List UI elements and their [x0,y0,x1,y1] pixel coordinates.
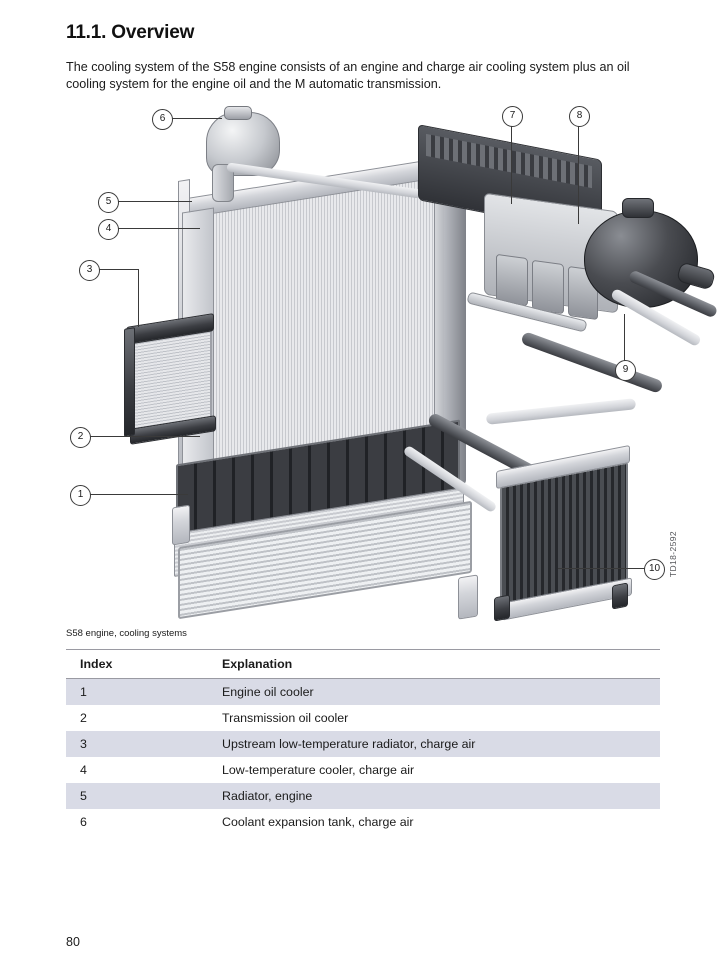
intake-port-1 [496,253,528,305]
leader-line-6 [170,118,222,119]
callout-2[interactable]: 2 [70,427,91,448]
cell-explanation: Upstream low-temperature radiator, charge air [208,731,660,757]
callout-4[interactable]: 4 [98,219,119,240]
leader-line-2 [88,436,200,437]
page-number: 80 [66,935,80,949]
cell-index: 5 [66,783,208,809]
table-row [66,757,660,783]
engine-oil-cooler-end-right [458,574,478,619]
leader-line-3 [98,269,138,270]
figure-code: TD18-2592 [668,531,678,578]
figure-caption: S58 engine, cooling systems [66,627,187,639]
callout-1[interactable]: 1 [70,485,91,506]
leader-line-4 [116,228,200,229]
cooling-system-figure [66,106,678,626]
cell-index: 4 [80,762,87,777]
callout-9[interactable]: 9 [615,360,636,381]
right-oil-cooler-mount-left [494,594,510,621]
callout-10[interactable]: 10 [644,559,665,580]
intro-paragraph: The cooling system of the S58 engine consists of an engine and charge air cooling system plus an oil cooling system for the engine oil and the M automatic transmission. [66,60,630,91]
cell-explanation: Transmission oil cooler [222,710,349,725]
table-row [66,678,660,705]
coolant-hose-long-curve [520,331,664,394]
callout-3[interactable]: 3 [79,260,100,281]
cell-index: 3 [66,731,208,757]
coolant-hose-mid [486,398,636,425]
upstream-lt-radiator-bracket [124,327,135,437]
table-row [66,783,660,809]
figure-illustration [66,106,678,626]
table-row [66,731,660,757]
expansion-tank-cap [224,106,252,120]
cell-index: 1 [66,678,208,705]
leader-line-8-stem [578,124,579,224]
leader-line-5 [116,201,192,202]
leader-line-7-stem [511,124,512,204]
table-row [66,809,660,835]
right-oil-cooler-mount-right [612,582,628,609]
leader-line-3-stem [138,269,139,327]
cell-index: 6 [80,814,87,829]
callout-7[interactable]: 7 [502,106,523,127]
document-page [0,22,726,979]
callout-6[interactable]: 6 [152,109,173,130]
page-title: 11.1. Overview [66,22,195,43]
cell-index: 2 [80,710,87,725]
callout-8[interactable]: 8 [569,106,590,127]
cell-explanation: Radiator, engine [208,783,660,809]
engine-expansion-tank-cap [622,198,654,218]
leader-line-10 [558,568,646,569]
intake-port-2 [532,259,564,313]
cell-explanation: Low-temperature cooler, charge air [222,762,415,777]
leader-line-1 [88,494,188,495]
column-header-index: Index [66,649,208,678]
leader-line-9-stem [624,314,625,362]
table-header-row [66,649,660,678]
cell-explanation: Coolant expansion tank, charge air [222,814,414,829]
column-header-explanation: Explanation [208,649,660,678]
cell-explanation: Engine oil cooler [208,678,660,705]
engine-oil-cooler-end-left [172,504,190,545]
index-explanation-table [66,649,660,835]
table-row [66,705,660,731]
callout-5[interactable]: 5 [98,192,119,213]
